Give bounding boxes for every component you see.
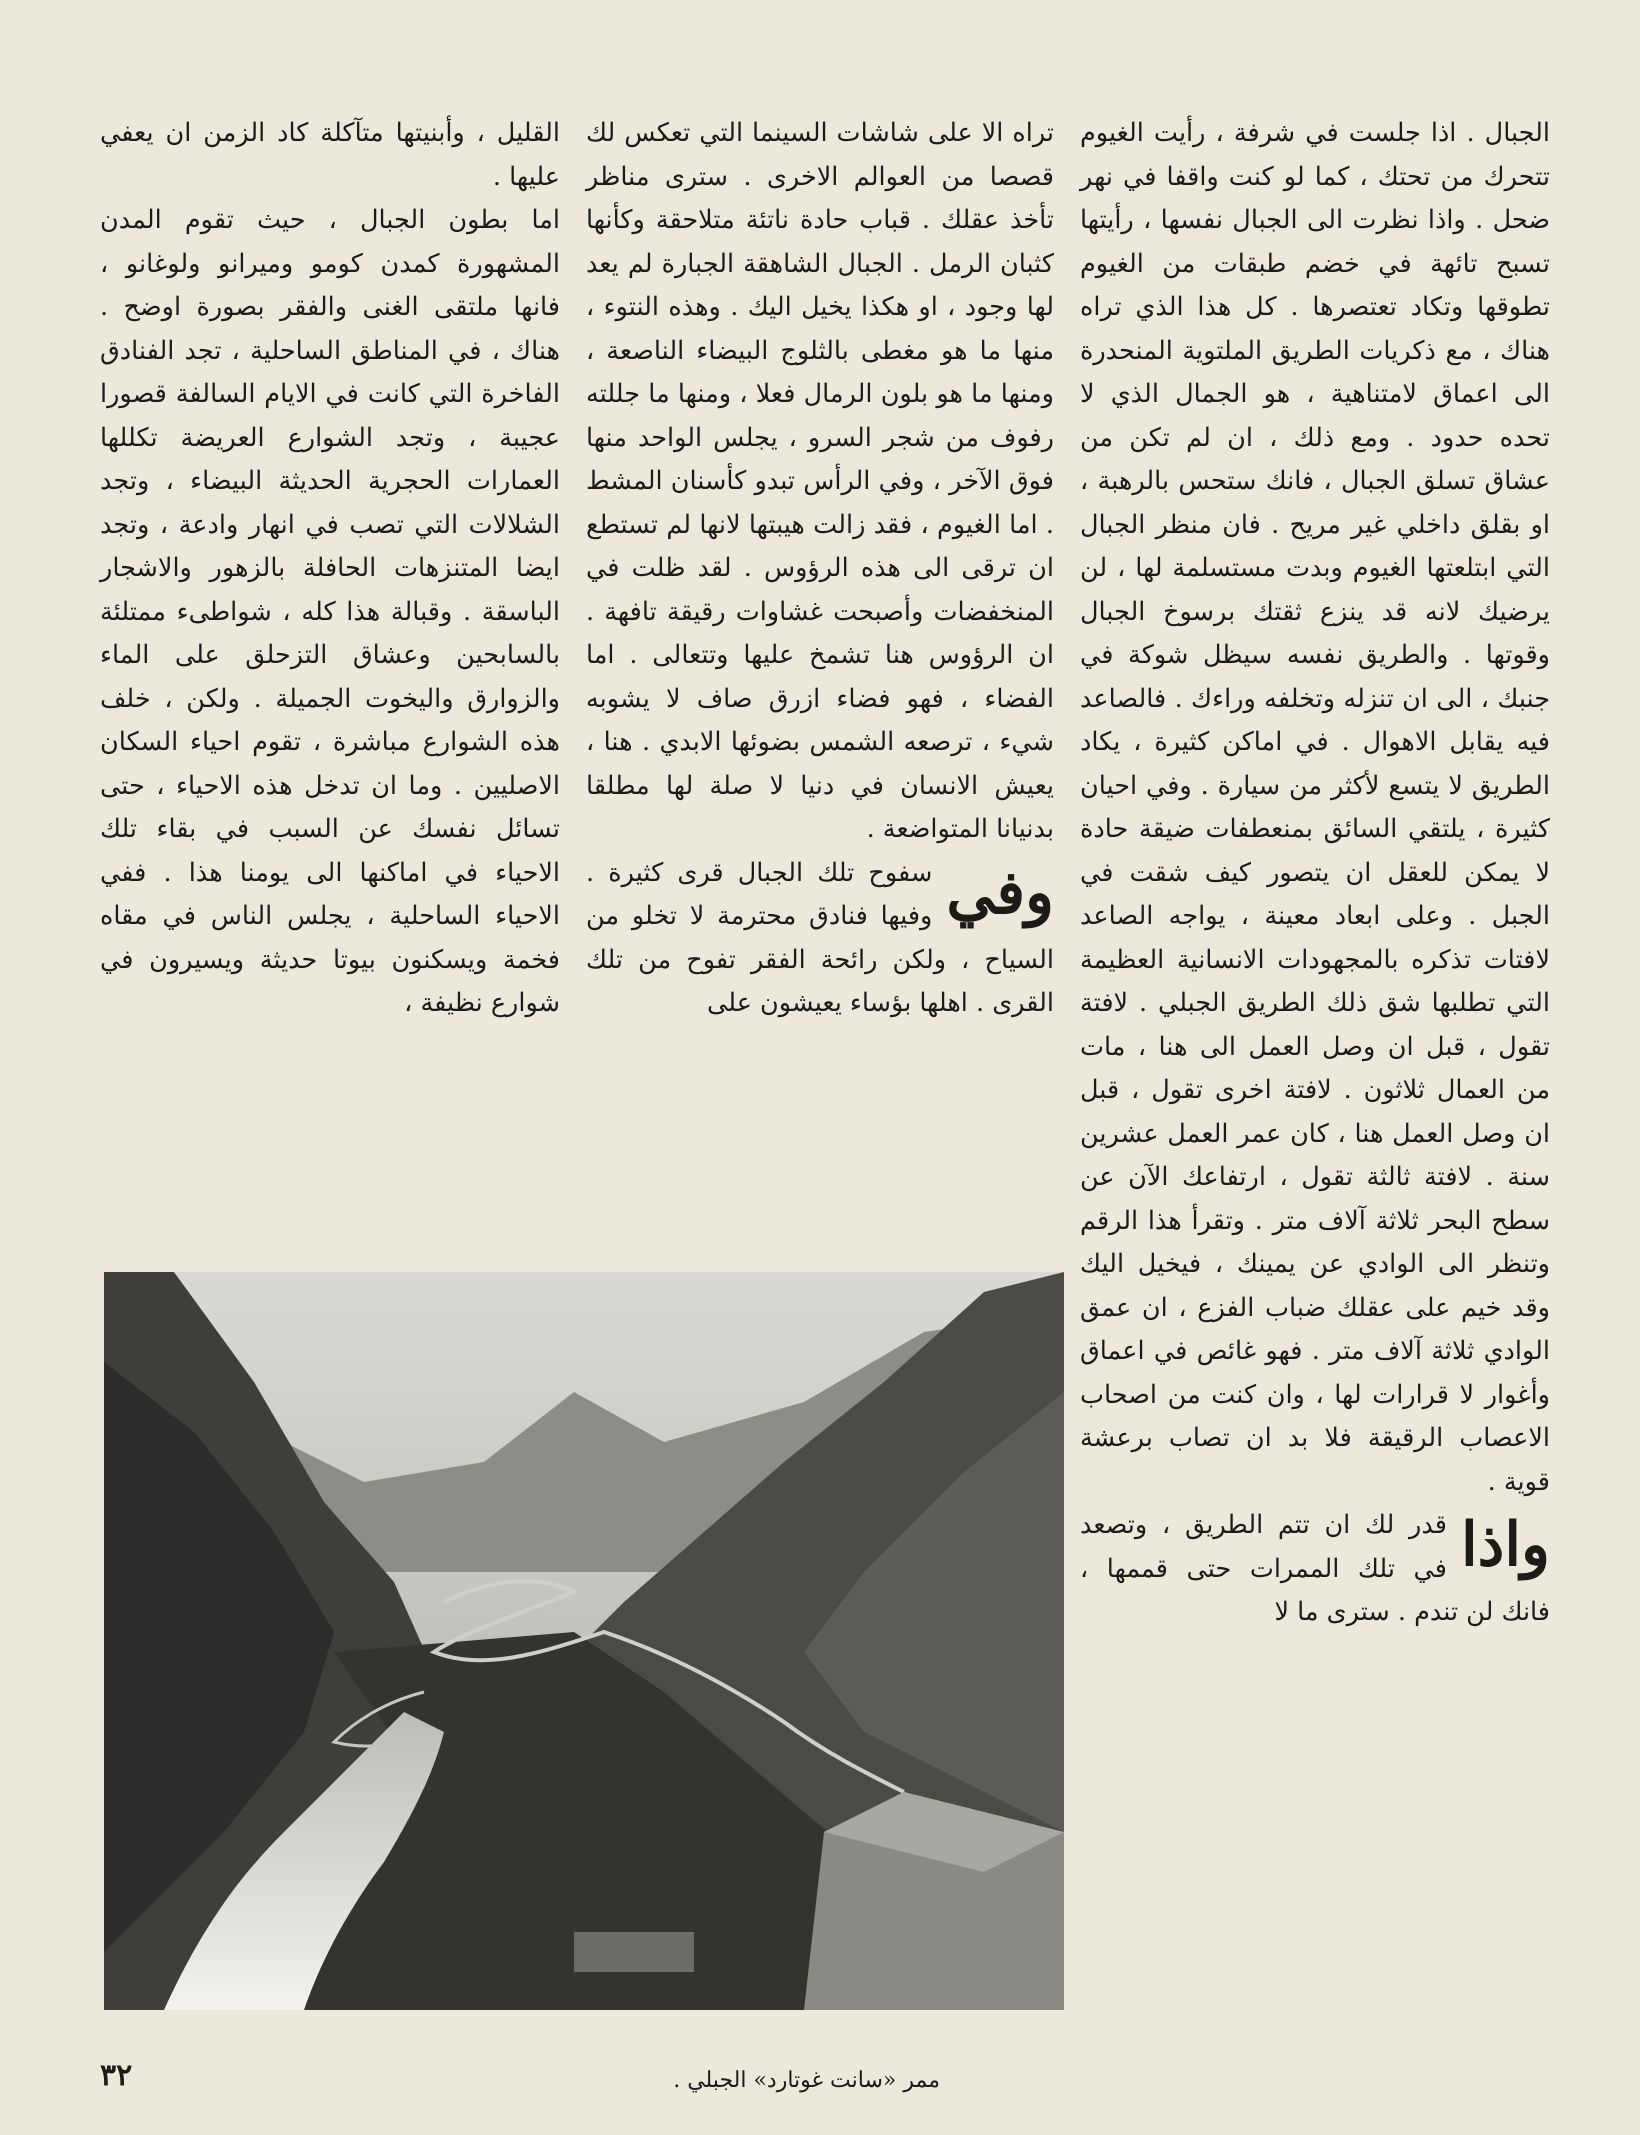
article-column-middle xyxy=(586,112,1054,1026)
mountain-valley-illustration xyxy=(104,1272,1064,2010)
paragraph: قدر لك ان تتم الطريق ، وتصعد في تلك الممرات حتى قممها ، فانك لن تندم . سترى ما لا xyxy=(1080,1510,1550,1627)
paragraph: تراه الا على شاشات السينما التي تعكس لك قصصا من العوالم الاخرى . سترى مناظر تأخذ عقلك . قباب حادة ناتئة متلاحقة وكأنها كثبان الرمل . الجبال الشاهقة الجبارة لم يعد لها وجود ، او هكذا يخيل اليك . وهذه النتوء ، منها ما هو مغطى بالثلوج البيضاء الناصعة ، ومنها ما هو بلون الرمال فعلا ، ومنها ما جللته رفوف من شجر السرو ، يجلس الواحد منها فوق الآخر ، وفي الرأس تبدو كأسنان المشط . اما الغيوم ، فقد زالت هيبتها لانها لم تستطع ان ترقى الى هذه الرؤوس . لقد ظلت في المنخفضات وأصبحت غشاوات رقيقة تافهة . ان الرؤوس هنا تشمخ عليها وتتعالى . اما الفضاء ، فهو فضاء ازرق صاف لا يشوبه شيء ، ترصعه الشمس بضوئها الابدي . هنا ، يعيش الانسان في دنيا لا صلة لها مطلقا بدنيانا المتواضعة . xyxy=(586,118,1054,844)
dropcap-word: وفي xyxy=(946,857,1054,928)
page-number: ٣٢ xyxy=(100,2058,133,2093)
dropcap-paragraph xyxy=(586,852,1054,1026)
photo-caption: ممر «سانت غوتارد» الجبلي . xyxy=(673,2068,940,2093)
paragraph: سفوح تلك الجبال قرى كثيرة . وفيها فنادق محترمة لا تخلو من السياح ، ولكن رائحة الفقر تفوح من تلك القرى . اهلها بؤساء يعيشون على xyxy=(586,857,1054,1018)
article-column-right xyxy=(1080,112,1550,1635)
mountain-pass-photo xyxy=(104,1272,1064,2010)
dropcap-paragraph xyxy=(1080,1504,1550,1635)
paragraph: الجبال . اذا جلست في شرفة ، رأيت الغيوم تتحرك من تحتك ، كما لو كنت واقفا في نهر ضحل . واذا نظرت الى الجبال نفسها ، رأيتها تسبح تائهة في خضم طبقات من الغيوم تطوقها وتكاد تعتصرها . كل هذا الذي تراه هناك ، مع ذكريات الطريق الملتوية المنحدرة الى اعماق لامتناهية ، هو الجمال الذي لا تحده حدود . ومع ذلك ، ان لم تكن من عشاق تسلق الجبال ، فانك ستحس بالرهبة ، او بقلق داخلي غير مريح . فان منظر الجبال التي ابتلعتها الغيوم وبدت مستسلمة لها ، لن يرضيك لانه قد ينزع ثقتك برسوخ الجبال وقوتها . والطريق نفسه سيظل شوكة في جنبك ، الى ان تنزله وتخلفه وراءك . فالصاعد فيه يقابل الاهوال . في اماكن كثيرة ، يكاد الطريق لا يتسع لأكثر من سيارة . وفي احيان كثيرة ، يلتقي السائق بمنعطفات ضيقة حادة لا يمكن للعقل ان يتصور كيف شقت في الجبل . وعلى ابعاد معينة ، يواجه الصاعد لافتات تذكره بالمجهودات الانسانية العظيمة التي تطلبها شق ذلك الطريق الجبلي . لافتة تقول ، قبل ان وصل العمل الى هنا ، مات من العمال ثلاثون . لافتة اخرى تقول ، قبل ان وصل العمل هنا ، كان عمر العمل عشرين سنة . لافتة ثالثة تقول ، ارتفاعك الآن عن سطح البحر ثلاثة آلاف متر . وتقرأ هذا الرقم وتنظر الى الوادي عن يمينك ، فيخيل اليك وقد خيم على عقلك ضباب الفزع ، ان عمق الوادي ثلاثة آلاف متر . فهو غائص في اعماق وأغوار لا قرارات لها ، وان كنت من اصحاب الاعصاب الرقيقة فلا بد ان تصاب برعشة قوية . xyxy=(1080,118,1550,1497)
paragraph: القليل ، وأبنيتها متآكلة كاد الزمن ان يعفي عليها . xyxy=(100,118,560,192)
article-column-left xyxy=(100,112,560,1026)
dropcap-word: واذا xyxy=(1460,1510,1550,1580)
paragraph: اما بطون الجبال ، حيث تقوم المدن المشهورة كمدن كومو وميرانو ولوغانو ، فانها ملتقى الغنى والفقر بصورة اوضح . هناك ، في المناطق الساحلية ، تجد الفنادق الفاخرة التي كانت في الايام السالفة قصورا عجيبة ، وتجد الشوارع العريضة تكللها العمارات الحجرية الحديثة البيضاء ، وتجد الشلالات التي تصب في انهار وادعة ، وتجد ايضا المتنزهات الحافلة بالزهور والاشجار الباسقة . وقبالة هذا كله ، شواطىء ممتلئة بالسابحين وعشاق التزحلق على الماء والزوارق واليخوت الجميلة . ولكن ، خلف هذه الشوارع مباشرة ، تقوم احياء السكان الاصليين . وما ان تدخل هذه الاحياء ، حتى تسائل نفسك عن السبب في بقاء تلك الاحياء في اماكنها الى يومنا هذا . ففي الاحياء الساحلية ، يجلس الناس في مقاه فخمة ويسكنون بيوتا حديثة ويسيرون في شوارع نظيفة ، xyxy=(100,205,560,1018)
